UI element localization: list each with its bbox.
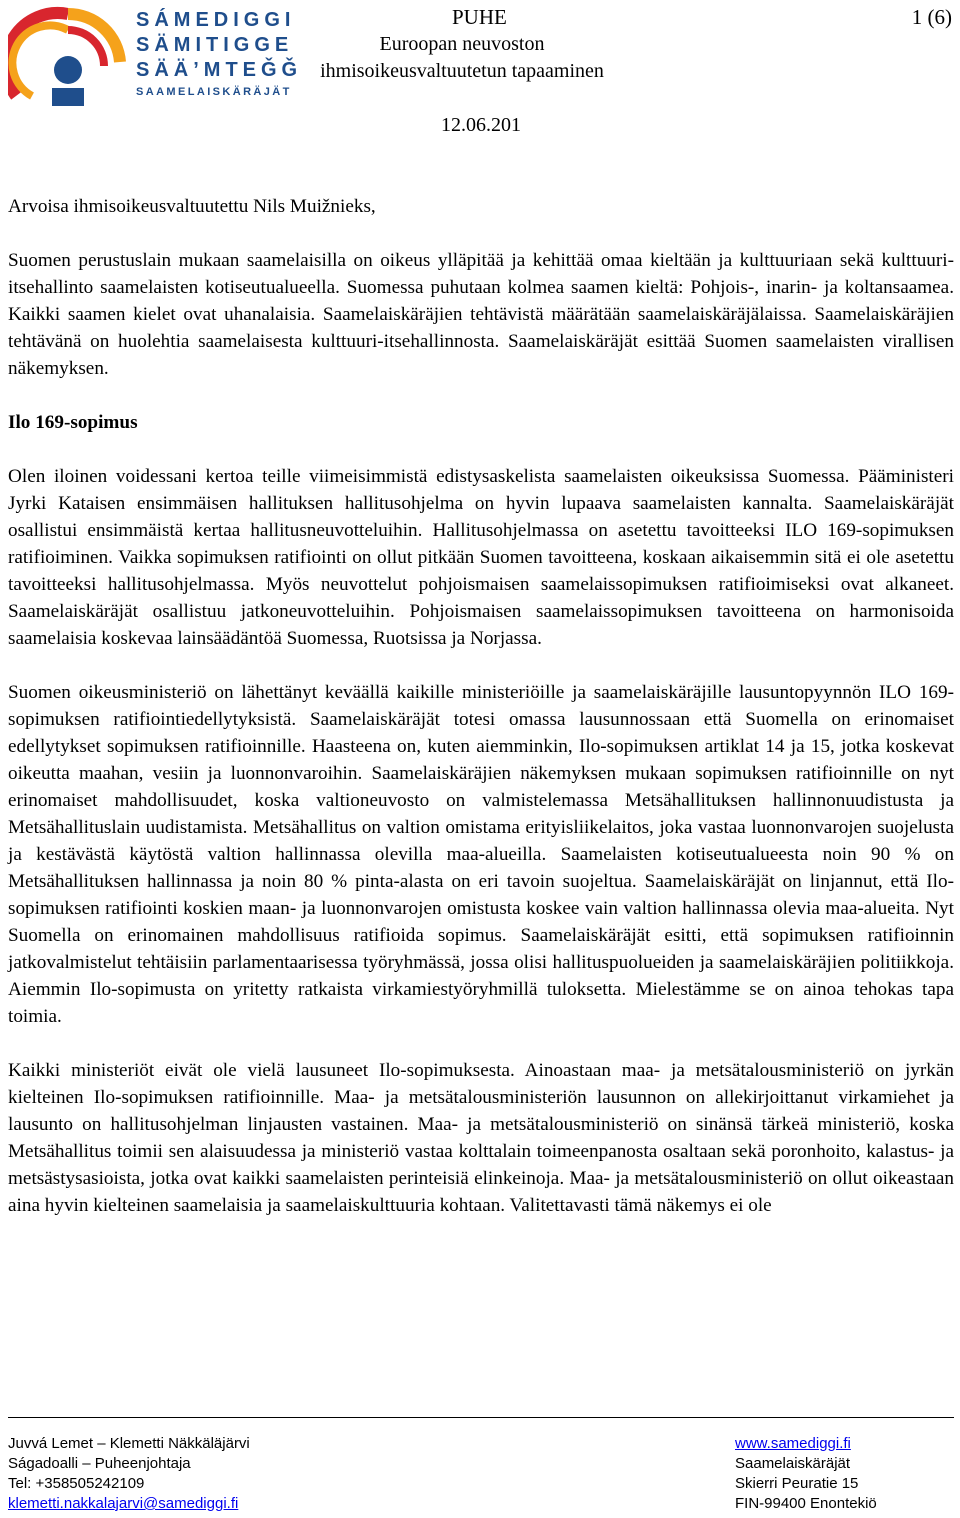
- footer-contact: [8, 1434, 250, 1514]
- footer-street: Skierri Peuratie 15: [735, 1475, 859, 1492]
- logo-line-north-sami: SÁMEDIGGI: [136, 9, 296, 31]
- samediggi-logo: [8, 4, 303, 110]
- logo-wordmark: [136, 8, 302, 101]
- salutation: Arvoisa ihmisoikeusvaltuutettu Nils Muižnieks,: [8, 196, 376, 217]
- paragraph-3: Kaikki ministeriöt eivät ole vielä lausuneet Ilo-sopimuksesta. Ainoastaan maa- ja metsätalousministeriö on jyrkän kielteinen Ilo-sopimuksen ratifioinnille. Maa- ja metsätalousministeriön lausunnon on allekirjoittanut virkamiehet ja lausunto on hallitusohjelman linjausten vastainen. Maa- ja metsätalousministeriö on sinänsä tärkeä ministeriö, koska Metsähallitus toimii sen alaisuudessa ja ministeriö vastaa kolttalain toimeenpanosta osaltaan sekä poronhoito, kalastus- ja metsästysasioista, jotka ovat kaikki saamelaisten perinteisiä elinkeinoja. Maa- ja metsätalousministeriö on ollut oikeastaan aina hyvin kielteinen saamelaisia ja saamelaiskulttuuria kohtaan. Valitettavasti tämä näkemys ei ole: [8, 1060, 954, 1216]
- logo-line-finnish: SAAMELAISKÄRÄJÄT: [136, 86, 292, 98]
- footer-title: Ságadoalli – Puheenjohtaja: [8, 1455, 191, 1472]
- section-heading: Ilo 169-sopimus: [8, 412, 138, 433]
- footer-postal: FIN-99400 Enontekiö: [735, 1495, 877, 1512]
- footer-phone: Tel: +358505242109: [8, 1475, 145, 1492]
- intro-paragraph: Suomen perustuslain mukaan saamelaisilla on oikeus ylläpitää ja kehittää omaa kieltään ja kulttuuriaan sekä kulttuuri-itsehallinto saamelaisten kotiseutualueella. Suomessa puhutaan kolmea saamen kieltä: Pohjois-, inarin- ja koltansaamea. Kaikki saamen kielet ovat uhanalaisia. Saamelaiskäräjien tehtävistä määrätään saamelaiskäräjälaissa. Saamelaiskäräjien tehtävänä on huolehtia saamelaisesta kulttuuri-itsehallinnosta. Saamelaiskäräjät esittää Suomen saamelaisten virallisen näkemyksen.: [8, 250, 954, 379]
- document-date: 12.06.201: [441, 114, 521, 136]
- speech-body: [8, 193, 954, 1246]
- page-number: 1 (6): [911, 5, 952, 29]
- footer-address: [735, 1434, 877, 1514]
- paragraph-1: Olen iloinen voidessani kertoa teille viimeisimmistä edistysaskelista saamelaisten oikeuksissa Suomessa. Pääministeri Jyrki Kataisen ensimmäisen hallituksen hallitusohjelma on hyvin lupaava saamelaisten kannalta. Saamelaiskäräjät osallistui ensimmäistä kertaa hallitusneuvotteluihin. Hallitusohjelmassa on asetettu tavoitteeksi ILO 169-sopimuksen ratifioiminen. Vaikka sopimuksen ratifiointi on ollut pitkään Suomen tavoitteena, koskaan aikaisemmin sitä ei ole asetettu tavoitteeksi hallitusohjelmassa. Myös neuvottelut pohjoismaisen saamelaissopimuksen ratifioimiseksi ovat alkaneet. Saamelaiskäräjät osallistuu jatkoneuvotteluihin. Pohjoismaisen saamelaissopimuksen tavoitteena on harmonisoida saamelaisia koskevaa lainsäädäntöä Suomessa, Ruotsissa ja Norjassa.: [8, 466, 954, 649]
- footer-name: Juvvá Lemet – Klemetti Näkkäläjärvi: [8, 1435, 250, 1452]
- footer-org: Saamelaiskäräjät: [735, 1455, 851, 1472]
- document-type: PUHE: [452, 5, 507, 29]
- paragraph-2: Suomen oikeusministeriö on lähettänyt keväällä kaikille ministeriöille ja saamelaiskäräjille lausuntopyynnön ILO 169-sopimuksen ratifiointiedellytyksistä. Saamelaiskäräjät totesi omassa lausunnossaan että Suomella on erinomaiset edellytykset sopimuksen ratifioinnille. Haasteena on, kuten aiemminkin, Ilo-sopimuksen artiklat 14 ja 15, jotka koskevat oikeutta maahan, vesiin ja luonnonvaroihin. Saamelaiskäräjien näkemyksen mukaan sopimuksen ratifioinnille on nyt erinomaiset mahdollisuudet, koska valtioneuvosto on valmistelemassa Metsähallituksen hallinnonuudistusta ja Metsähallituslain uudistamista. Metsähallitus on valtion omistama erityisliikelaitos, joka vastaa luonnonvarojen suojelusta ja kestävästä käytöstä valtion hallinnassa olevilla maa-alueilla. Saamelaisten kotiseutualueesta noin 90 % on Metsähallituksen hallinnassa ja noin 80 % pinta-alasta on eri tavoin suojeltua. Saamelaiskäräjät on linjannut, että Ilo-sopimuksen ratifiointi koskien maan- ja luonnonvarojen omistusta koskee vain valtion hallinnassa olevia maa-alueita. Nyt Suomella on erinomainen mahdollisuus ratifioida sopimus. Saamelaiskäräjät esitti, että sopimuksen ratifioinnin jatkovalmistelut tehtäisiin parlamentaarisessa työryhmässä, jossa olisi hallituspuolueiden ja saamelaiskäräjien politiikkoja. Aiemmin Ilo-sopimusta on yritetty ratkaista virkamiestyöryhmillä tuloksetta. Mielestämme se on ainoa tehokas tapa toimia.: [8, 682, 954, 1027]
- footer-website-link[interactable]: www.samediggi.fi: [735, 1435, 851, 1452]
- page-footer: [8, 1417, 954, 1512]
- event-title: Euroopan neuvoston ihmisoikeusvaltuutetun tapaaminen: [320, 33, 604, 82]
- samediggi-emblem-icon: [8, 4, 128, 110]
- logo-line-skolt-sami: SÄÄ’MTEǦǦ: [136, 59, 303, 81]
- logo-line-inari-sami: SÄMITIGGE: [136, 34, 294, 56]
- footer-email-link[interactable]: klemetti.nakkalajarvi@samediggi.fi: [8, 1495, 239, 1512]
